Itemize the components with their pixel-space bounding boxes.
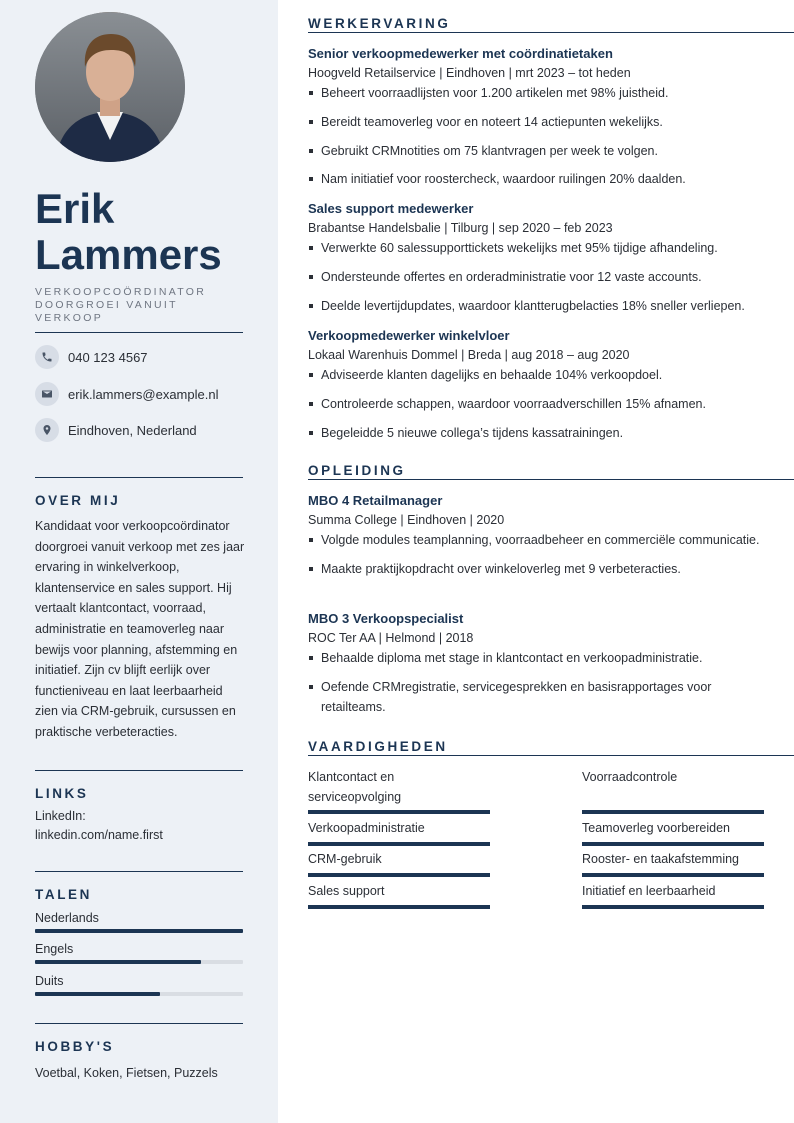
skill-bar [582, 810, 764, 814]
language-level-bar [35, 992, 160, 996]
about-text: Kandidaat voor verkoopcoördinator doorgroei vanuit verkoop met zes jaar ervaring in winkelverkoop, klantenservice en sales support. Hij vertaalt klantcontact, voorraad, administratie en teamoverleg naar bewijs voor planning, afstemming en initiatief. Zijn cv blijft eerlijk over functieniveau en laat leerbaarheid zien via CRM-gebruik, cursussen en praktische verbeteracties. [35, 519, 245, 739]
skill-bar [308, 842, 490, 846]
bullet-item: Adviseerde klanten dagelijks en behaalde 104% verkoopdoel. [308, 365, 778, 385]
language-level-bar [35, 960, 201, 964]
phone-icon [35, 345, 59, 369]
job-entry [308, 200, 778, 324]
education-title: MBO 3 Verkoopspecialist [308, 611, 464, 626]
skill-name: CRM-gebruik [308, 852, 382, 866]
skill-bar [308, 810, 490, 814]
experience-heading: WERKERVARING [308, 16, 794, 33]
contact-location [35, 418, 265, 442]
job-entry [308, 327, 778, 451]
first-name: Erik [35, 185, 115, 232]
job-entry [308, 45, 778, 198]
skill-item [308, 768, 490, 814]
linkedin-label: LinkedIn: [35, 809, 86, 823]
bullet-list [308, 365, 778, 443]
language-level-track [35, 992, 243, 996]
skill-item [582, 850, 764, 877]
bullet-list [308, 648, 778, 717]
last-name: Lammers [35, 231, 222, 278]
skill-bar [582, 873, 764, 877]
skill-bar [582, 905, 764, 909]
job-meta: Brabantse Handelsbalie | Tilburg | sep 2020 – feb 2023 [308, 221, 613, 235]
bullet-item: Behaalde diploma met stage in klantcontact en verkoopadministratie. [308, 648, 778, 668]
bullet-item: Nam initiatief voor roostercheck, waardoor ruilingen 20% daalden. [308, 169, 778, 189]
bullet-list [308, 83, 778, 189]
language-name: Nederlands [35, 911, 99, 925]
bullet-item: Beheert voorraadlijsten voor 1.200 artikelen met 98% juistheid. [308, 83, 778, 103]
languages-heading: TALEN [35, 887, 92, 902]
education-entry [308, 610, 778, 726]
bullet-list [308, 530, 778, 579]
language-level-track [35, 929, 243, 933]
skill-name: Sales support [308, 884, 385, 898]
location-pin-icon [35, 418, 59, 442]
language-level-bar [35, 929, 243, 933]
divider [35, 871, 243, 872]
language-item [35, 942, 243, 964]
divider [35, 332, 243, 333]
bullet-item: Oefende CRMregistratie, servicegesprekken en basisrapportages voor retailteams. [308, 677, 778, 717]
links-block [35, 807, 247, 845]
education-meta: Summa College | Eindhoven | 2020 [308, 513, 505, 527]
skill-bar [308, 873, 490, 877]
bullet-item: Bereidt teamoverleg voor en noteert 14 actiepunten wekelijks. [308, 112, 778, 132]
portrait-photo [35, 12, 185, 162]
skill-item [582, 882, 764, 909]
job-meta: Lokaal Warenhuis Dommel | Breda | aug 2018 – aug 2020 [308, 348, 630, 362]
skill-name: Teamoverleg voorbereiden [582, 821, 731, 835]
bullet-item: Deelde levertijdupdates, waardoor klantterugbelacties 18% sneller verliepen. [308, 296, 778, 316]
hobbies-heading: HOBBY'S [35, 1039, 115, 1054]
skill-item [582, 768, 764, 814]
job-title: Sales support medewerker [308, 201, 474, 216]
skill-item [582, 819, 764, 846]
contact-email [35, 382, 265, 406]
language-item [35, 974, 243, 996]
bullet-item: Ondersteunde offertes en orderadministratie voor 12 vaste accounts. [308, 267, 778, 287]
contact-phone [35, 345, 265, 369]
education-title: MBO 4 Retailmanager [308, 493, 443, 508]
skill-item [308, 882, 490, 909]
divider [35, 770, 243, 771]
bullet-item: Controleerde schappen, waardoor voorraadverschillen 15% afnamen. [308, 394, 778, 414]
skill-name: Voorraadcontrole [582, 770, 678, 784]
divider [35, 477, 243, 478]
bullet-item: Maakte praktijkopdracht over winkeloverleg met 9 verbeteracties. [308, 559, 778, 579]
skill-item [308, 850, 490, 877]
language-item [35, 911, 243, 933]
bullet-list [308, 238, 778, 316]
job-title: Senior verkoopmedewerker met coördinatietaken [308, 46, 613, 61]
skill-name: Verkoopadministratie [308, 821, 425, 835]
links-heading: LINKS [35, 786, 89, 801]
education-heading: OPLEIDING [308, 463, 794, 480]
language-level-track [35, 960, 243, 964]
job-role: VERKOOPCOÖRDINATOR DOORGROEI VANUIT VERKOOP [35, 286, 207, 324]
skill-bar [582, 842, 764, 846]
bullet-item: Verwerkte 60 salessupporttickets wekelijks met 95% tijdige afhandeling. [308, 238, 778, 258]
about-heading: OVER MIJ [35, 493, 121, 508]
mail-icon [35, 382, 59, 406]
sidebar [0, 0, 278, 1123]
hobbies-text: Voetbal, Koken, Fietsen, Puzzels [35, 1066, 218, 1080]
email-address: erik.lammers@example.nl [68, 386, 219, 402]
linkedin-link[interactable]: linkedin.com/name.first [35, 828, 163, 842]
language-name: Engels [35, 942, 74, 956]
avatar [35, 12, 185, 162]
skill-name: Klantcontact en serviceopvolging [308, 770, 402, 804]
location: Eindhoven, Nederland [68, 422, 197, 438]
phone-number: 040 123 4567 [68, 349, 148, 365]
bullet-item: Gebruikt CRMnotities om 75 klantvragen per week te volgen. [308, 141, 778, 161]
skill-bar [308, 905, 490, 909]
education-meta: ROC Ter AA | Helmond | 2018 [308, 631, 474, 645]
candidate-name [35, 186, 265, 278]
language-name: Duits [35, 974, 64, 988]
skill-item [308, 819, 490, 846]
skill-name: Initiatief en leerbaarheid [582, 884, 716, 898]
education-entry [308, 492, 778, 588]
job-meta: Hoogveld Retailservice | Eindhoven | mrt 2023 – tot heden [308, 66, 631, 80]
bullet-item: Begeleidde 5 nieuwe collega’s tijdens kassatrainingen. [308, 423, 778, 443]
bullet-item: Volgde modules teamplanning, voorraadbeheer en commerciële communicatie. [308, 530, 778, 550]
skills-heading: VAARDIGHEDEN [308, 739, 794, 756]
skill-name: Rooster- en taakafstemming [582, 852, 740, 866]
job-title: Verkoopmedewerker winkelvloer [308, 328, 510, 343]
divider [35, 1023, 243, 1024]
